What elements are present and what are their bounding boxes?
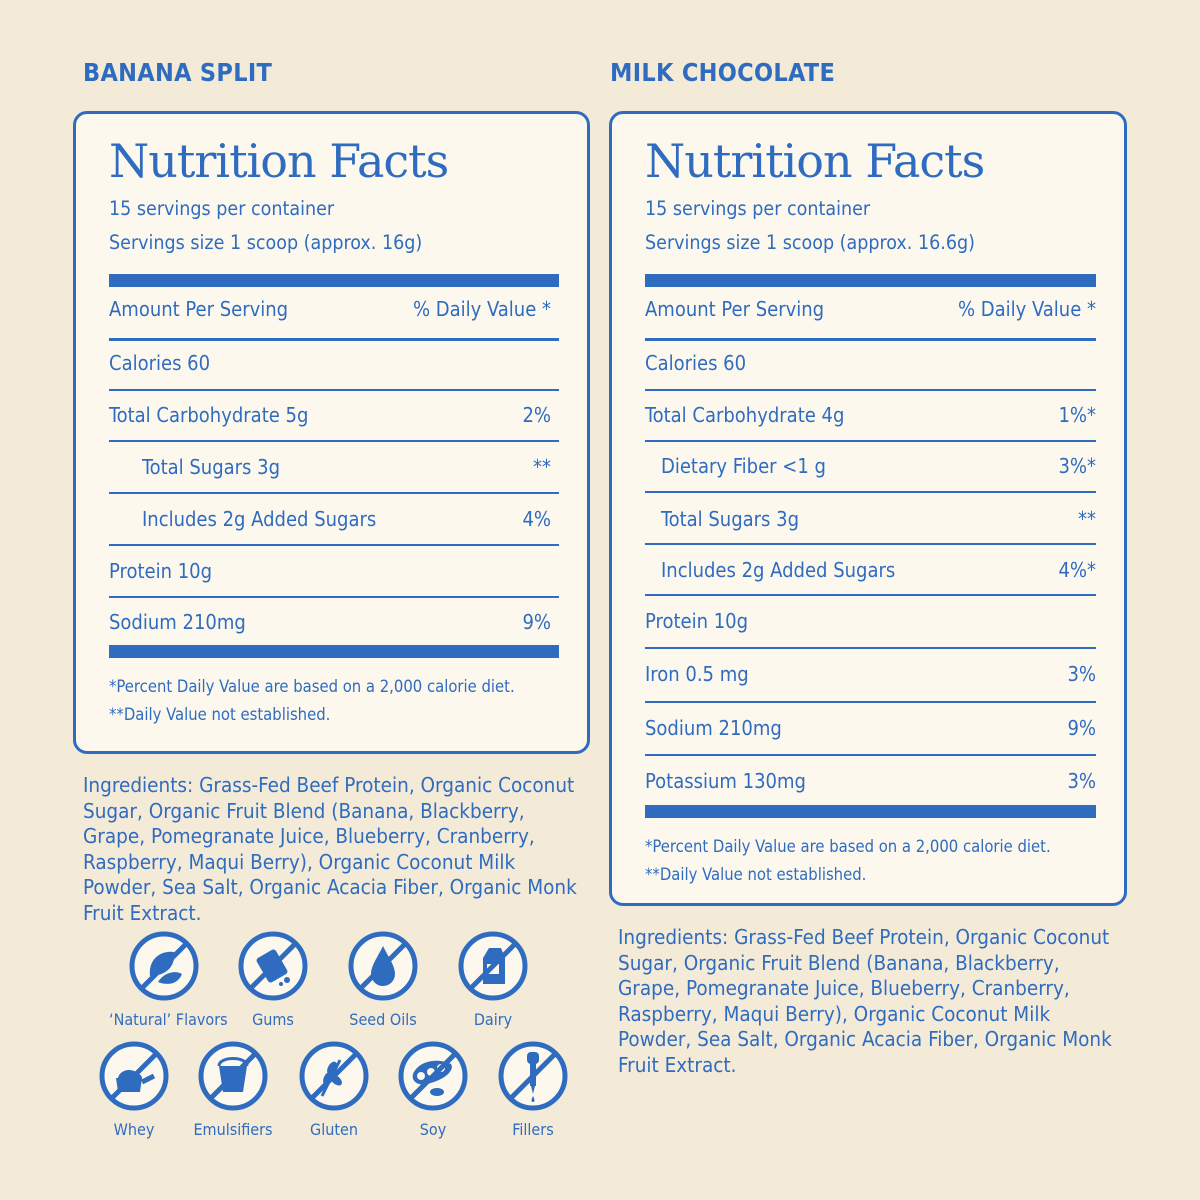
divider-thick (645, 805, 1096, 818)
free-from-seed-oils (328, 930, 438, 1029)
nutrient-row (109, 607, 559, 637)
daily-value-label: % Daily Value * (957, 297, 1096, 321)
candy-bar-icon (237, 930, 309, 1002)
divider (109, 492, 559, 494)
nutrient-percent: 3% (1067, 662, 1096, 686)
footnote-dv-not-established: **Daily Value not established. (645, 865, 867, 884)
divider-thick (109, 645, 559, 658)
nutrient-row (109, 452, 559, 482)
nutrient-percent: 3%* (1058, 454, 1096, 478)
footnote-percent-dv: *Percent Daily Value are based on a 2,000 calorie diet. (109, 677, 515, 696)
free-from-label: ‘Natural’ Flavors (109, 1010, 228, 1029)
nutrient-percent: 9% (1067, 716, 1096, 740)
ingredients-milk-chocolate: Ingredients: Grass-Fed Beef Protein, Organic Coconut Sugar, Organic Fruit Blend (Banana, Blackberry, Grape, Pomegranate Juice, Blueberry, Cranberry, Raspberry, Maqui Berry), Organic Coconut Milk Powder, Sea Salt, Organic Acacia Fiber, Organic Monk Fruit Extract. (618, 925, 1112, 1077)
divider (645, 543, 1096, 545)
divider (109, 544, 559, 546)
amount-per-serving-label: Amount Per Serving (109, 297, 289, 321)
amount-per-serving-label: Amount Per Serving (645, 297, 825, 321)
free-from-dairy (438, 930, 548, 1029)
divider (645, 647, 1096, 649)
nutrient-percent: 2% (522, 403, 551, 427)
divider (109, 389, 559, 391)
calories-label: Calories 60 (109, 351, 211, 375)
nutrition-facts-title: Nutrition Facts (645, 134, 985, 188)
oil-drop-icon (347, 930, 419, 1002)
free-from-soy (378, 1040, 488, 1139)
servings-per-container: 15 servings per container (645, 197, 871, 220)
free-from-label: Fillers (512, 1120, 554, 1139)
nutrient-label: Includes 2g Added Sugars (661, 558, 896, 582)
nutrient-row (109, 556, 559, 586)
divider (645, 754, 1096, 756)
calories-row (645, 348, 1096, 378)
dropper-icon (497, 1040, 569, 1112)
divider (645, 701, 1096, 703)
milk-carton-icon (457, 930, 529, 1002)
nutrient-row (645, 400, 1096, 430)
flavor-title-banana-split: BANANA SPLIT (83, 58, 273, 87)
nutrient-row (109, 400, 559, 430)
free-from-label: Emulsifiers (193, 1120, 273, 1139)
serving-size: Servings size 1 scoop (approx. 16.6g) (645, 231, 975, 254)
nutrient-label: Sodium 210mg (109, 610, 246, 634)
divider (645, 440, 1096, 442)
nutrition-panel-milk-chocolate (609, 111, 1127, 906)
nutrient-percent: 4%* (1058, 558, 1096, 582)
free-from-label: Soy (419, 1120, 447, 1139)
divider (109, 440, 559, 442)
nutrient-label: Protein 10g (109, 559, 213, 583)
serving-size: Servings size 1 scoop (approx. 16g) (109, 231, 423, 254)
header-row (109, 294, 559, 324)
nutrient-label: Potassium 130mg (645, 769, 806, 793)
free-from-fillers (478, 1040, 588, 1139)
free-from-label: Whey (113, 1120, 155, 1139)
header-row (645, 294, 1096, 324)
footnote-percent-dv: *Percent Daily Value are based on a 2,000 calorie diet. (645, 837, 1051, 856)
divider (109, 596, 559, 598)
nutrient-label: Iron 0.5 mg (645, 662, 749, 686)
scoop-icon (98, 1040, 170, 1112)
divider (645, 594, 1096, 596)
divider-thick (645, 274, 1096, 287)
servings-per-container: 15 servings per container (109, 197, 335, 220)
free-from-label: Dairy (473, 1010, 513, 1029)
divider-thick (109, 274, 559, 287)
free-from-gluten (279, 1040, 389, 1139)
nutrient-label: Total Sugars 3g (142, 455, 281, 479)
nutrient-label: Total Carbohydrate 4g (645, 403, 845, 427)
daily-value-label: % Daily Value * (412, 297, 551, 321)
soybean-icon (397, 1040, 469, 1112)
nutrient-row (645, 504, 1096, 534)
free-from-natural-flavors (109, 930, 228, 1029)
nutrient-percent: ** (1078, 507, 1096, 531)
divider (645, 338, 1096, 341)
nutrient-label: Total Sugars 3g (661, 507, 800, 531)
divider (645, 389, 1096, 391)
nutrition-panel-banana-split (73, 111, 590, 754)
nutrient-percent: 3% (1067, 769, 1096, 793)
nutrient-percent: 1%* (1058, 403, 1096, 427)
ingredients-banana-split: Ingredients: Grass-Fed Beef Protein, Organic Coconut Sugar, Organic Fruit Blend (Banana, Blackberry, Grape, Pomegranate Juice, Blueberry, Cranberry, Raspberry, Maqui Berry), Organic Coconut Milk Powder, Sea Salt, Organic Acacia Fiber, Organic Monk Fruit Extract. (83, 773, 577, 925)
nutrient-row (645, 713, 1096, 743)
free-from-label: Gums (252, 1010, 294, 1029)
nutrient-label: Sodium 210mg (645, 716, 782, 740)
free-from-gums (218, 930, 328, 1029)
nutrient-row (645, 659, 1096, 689)
nutrient-row (645, 451, 1096, 481)
free-from-emulsifiers (178, 1040, 288, 1139)
flavor-title-milk-chocolate: MILK CHOCOLATE (610, 58, 836, 87)
divider (109, 338, 559, 341)
leaves-icon (128, 930, 200, 1002)
nutrient-label: Total Carbohydrate 5g (109, 403, 309, 427)
wheat-icon (298, 1040, 370, 1112)
free-from-whey (79, 1040, 189, 1139)
bucket-icon (197, 1040, 269, 1112)
nutrient-row (645, 766, 1096, 796)
nutrient-row (109, 504, 559, 534)
nutrient-label: Includes 2g Added Sugars (142, 507, 377, 531)
nutrient-row (645, 555, 1096, 585)
nutrient-label: Protein 10g (645, 609, 749, 633)
nutrient-percent: ** (533, 455, 551, 479)
calories-row (109, 348, 559, 378)
free-from-label: Gluten (310, 1120, 358, 1139)
nutrition-facts-title: Nutrition Facts (109, 134, 449, 188)
nutrient-percent: 9% (522, 610, 551, 634)
nutrient-label: Dietary Fiber <1 g (661, 454, 826, 478)
nutrient-row (645, 606, 1096, 636)
divider (645, 491, 1096, 493)
nutrient-percent: 4% (522, 507, 551, 531)
footnote-dv-not-established: **Daily Value not established. (109, 705, 331, 724)
calories-label: Calories 60 (645, 351, 747, 375)
free-from-label: Seed Oils (349, 1010, 417, 1029)
